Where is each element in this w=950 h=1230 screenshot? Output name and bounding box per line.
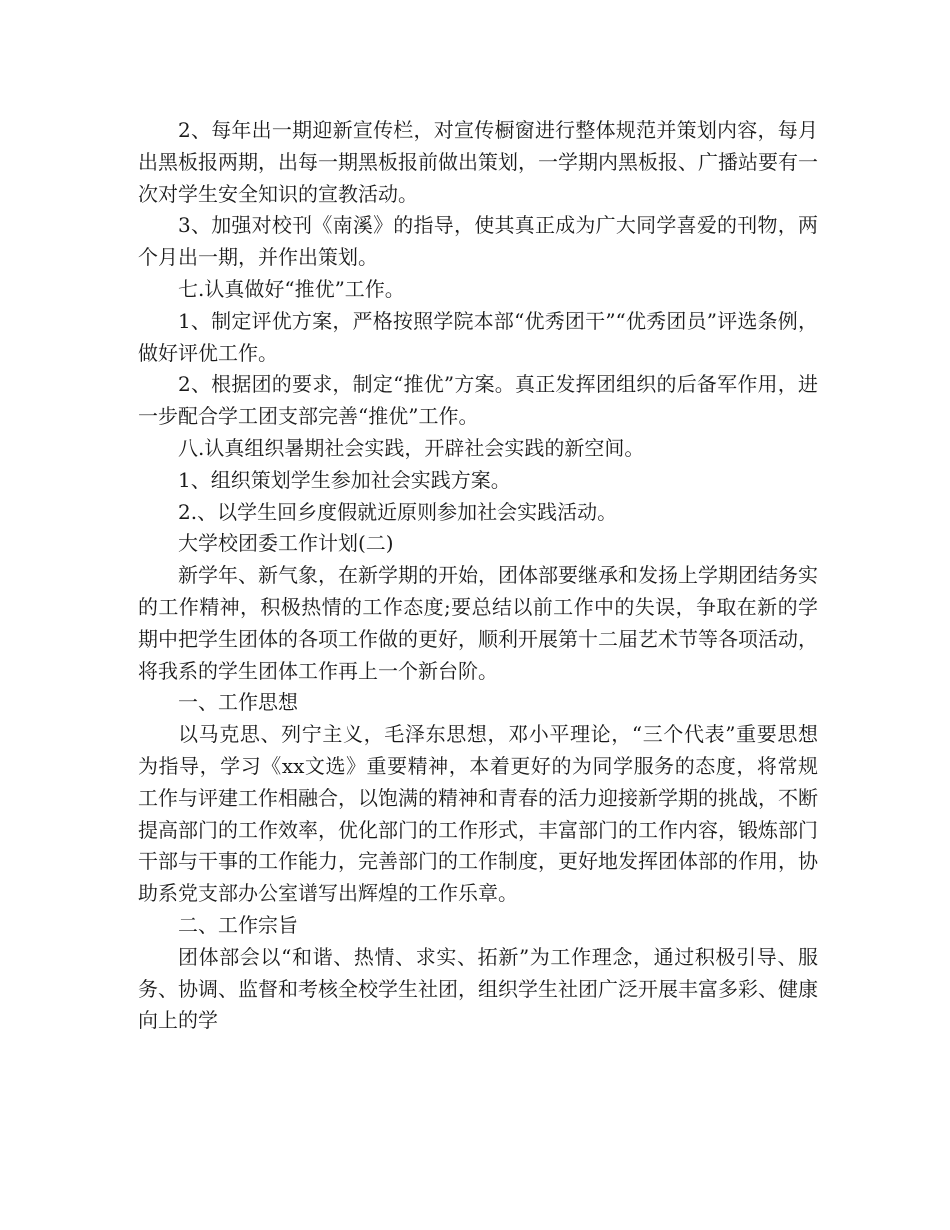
paragraph-work-purpose: 团体部会以“和谐、热情、求实、拓新”为工作理念，通过积极引导、服务、协调、监督和考核全校学生社团，组织学生社团广泛开展丰富多彩、健康向上的学 [138, 944, 818, 1033]
section-heading-8: 八.认真组织暑期社会实践，开辟社会实践的新空间。 [178, 435, 645, 460]
paragraph-item-2-publicity: 2、每年出一期迎新宣传栏，对宣传橱窗进行整体规范并策划内容，每月出黑板报两期，出每一期黑板报前做出策划，一学期内黑板报、广播站要有一次对学生安全知识的宣教活动。 [138, 118, 818, 206]
paragraph-item-1-evaluation: 1、制定评优方案，严格按照学院本部“优秀团干”“优秀团员”评选条例，做好评优工作。 [138, 308, 818, 365]
paragraph-item-2-recommend: 2、根据团的要求，制定“推优”方案。真正发挥团组织的后备军作用，进一步配合学工团支部完善“推优”工作。 [138, 372, 818, 429]
paragraph-item-3-journal: 3、加强对校刊《南溪》的指导，使其真正成为广大同学喜爱的刊物，两个月出一期，并作出策划。 [138, 213, 818, 270]
paragraph-work-thought: 以马克思、列宁主义，毛泽东思想，邓小平理论，“三个代表”重要思想为指导，学习《xx文选》重要精神，本着更好的为同学服务的态度，将常规工作与评建工作相融合，以饱满的精神和青春的活力迎接新学期的挑战，不断提高部门的工作效率，优化部门的工作形式，丰富部门的工作内容，锻炼部门干部与干事的工作能力，完善部门的工作制度，更好地发挥团体部的作用，协助系党支部办公室谱写出辉煌的工作乐章。 [138, 722, 818, 906]
paragraph-item-2-hometown: 2.、以学生回乡度假就近原则参加社会实践活动。 [178, 499, 618, 524]
section-heading-7: 七.认真做好“推优”工作。 [178, 276, 405, 301]
paragraph-intro: 新学年、新气象，在新学期的开始，团体部要继承和发扬上学期团结务实的工作精神，积极热情的工作态度;要总结以前工作中的失误，争取在新的学期中把学生团体的各项工作做的更好，顺利开展第十二届艺术节等各项活动，将我系的学生团体工作再上一个新台阶。 [138, 563, 818, 683]
paragraph-item-1-practice: 1、组织策划学生参加社会实践方案。 [178, 467, 511, 492]
document-subtitle: 大学校团委工作计划(二) [178, 531, 394, 556]
document-body [138, 115, 818, 1037]
section-heading-2: 二、工作宗旨 [178, 912, 298, 937]
section-heading-1: 一、工作思想 [178, 690, 298, 715]
